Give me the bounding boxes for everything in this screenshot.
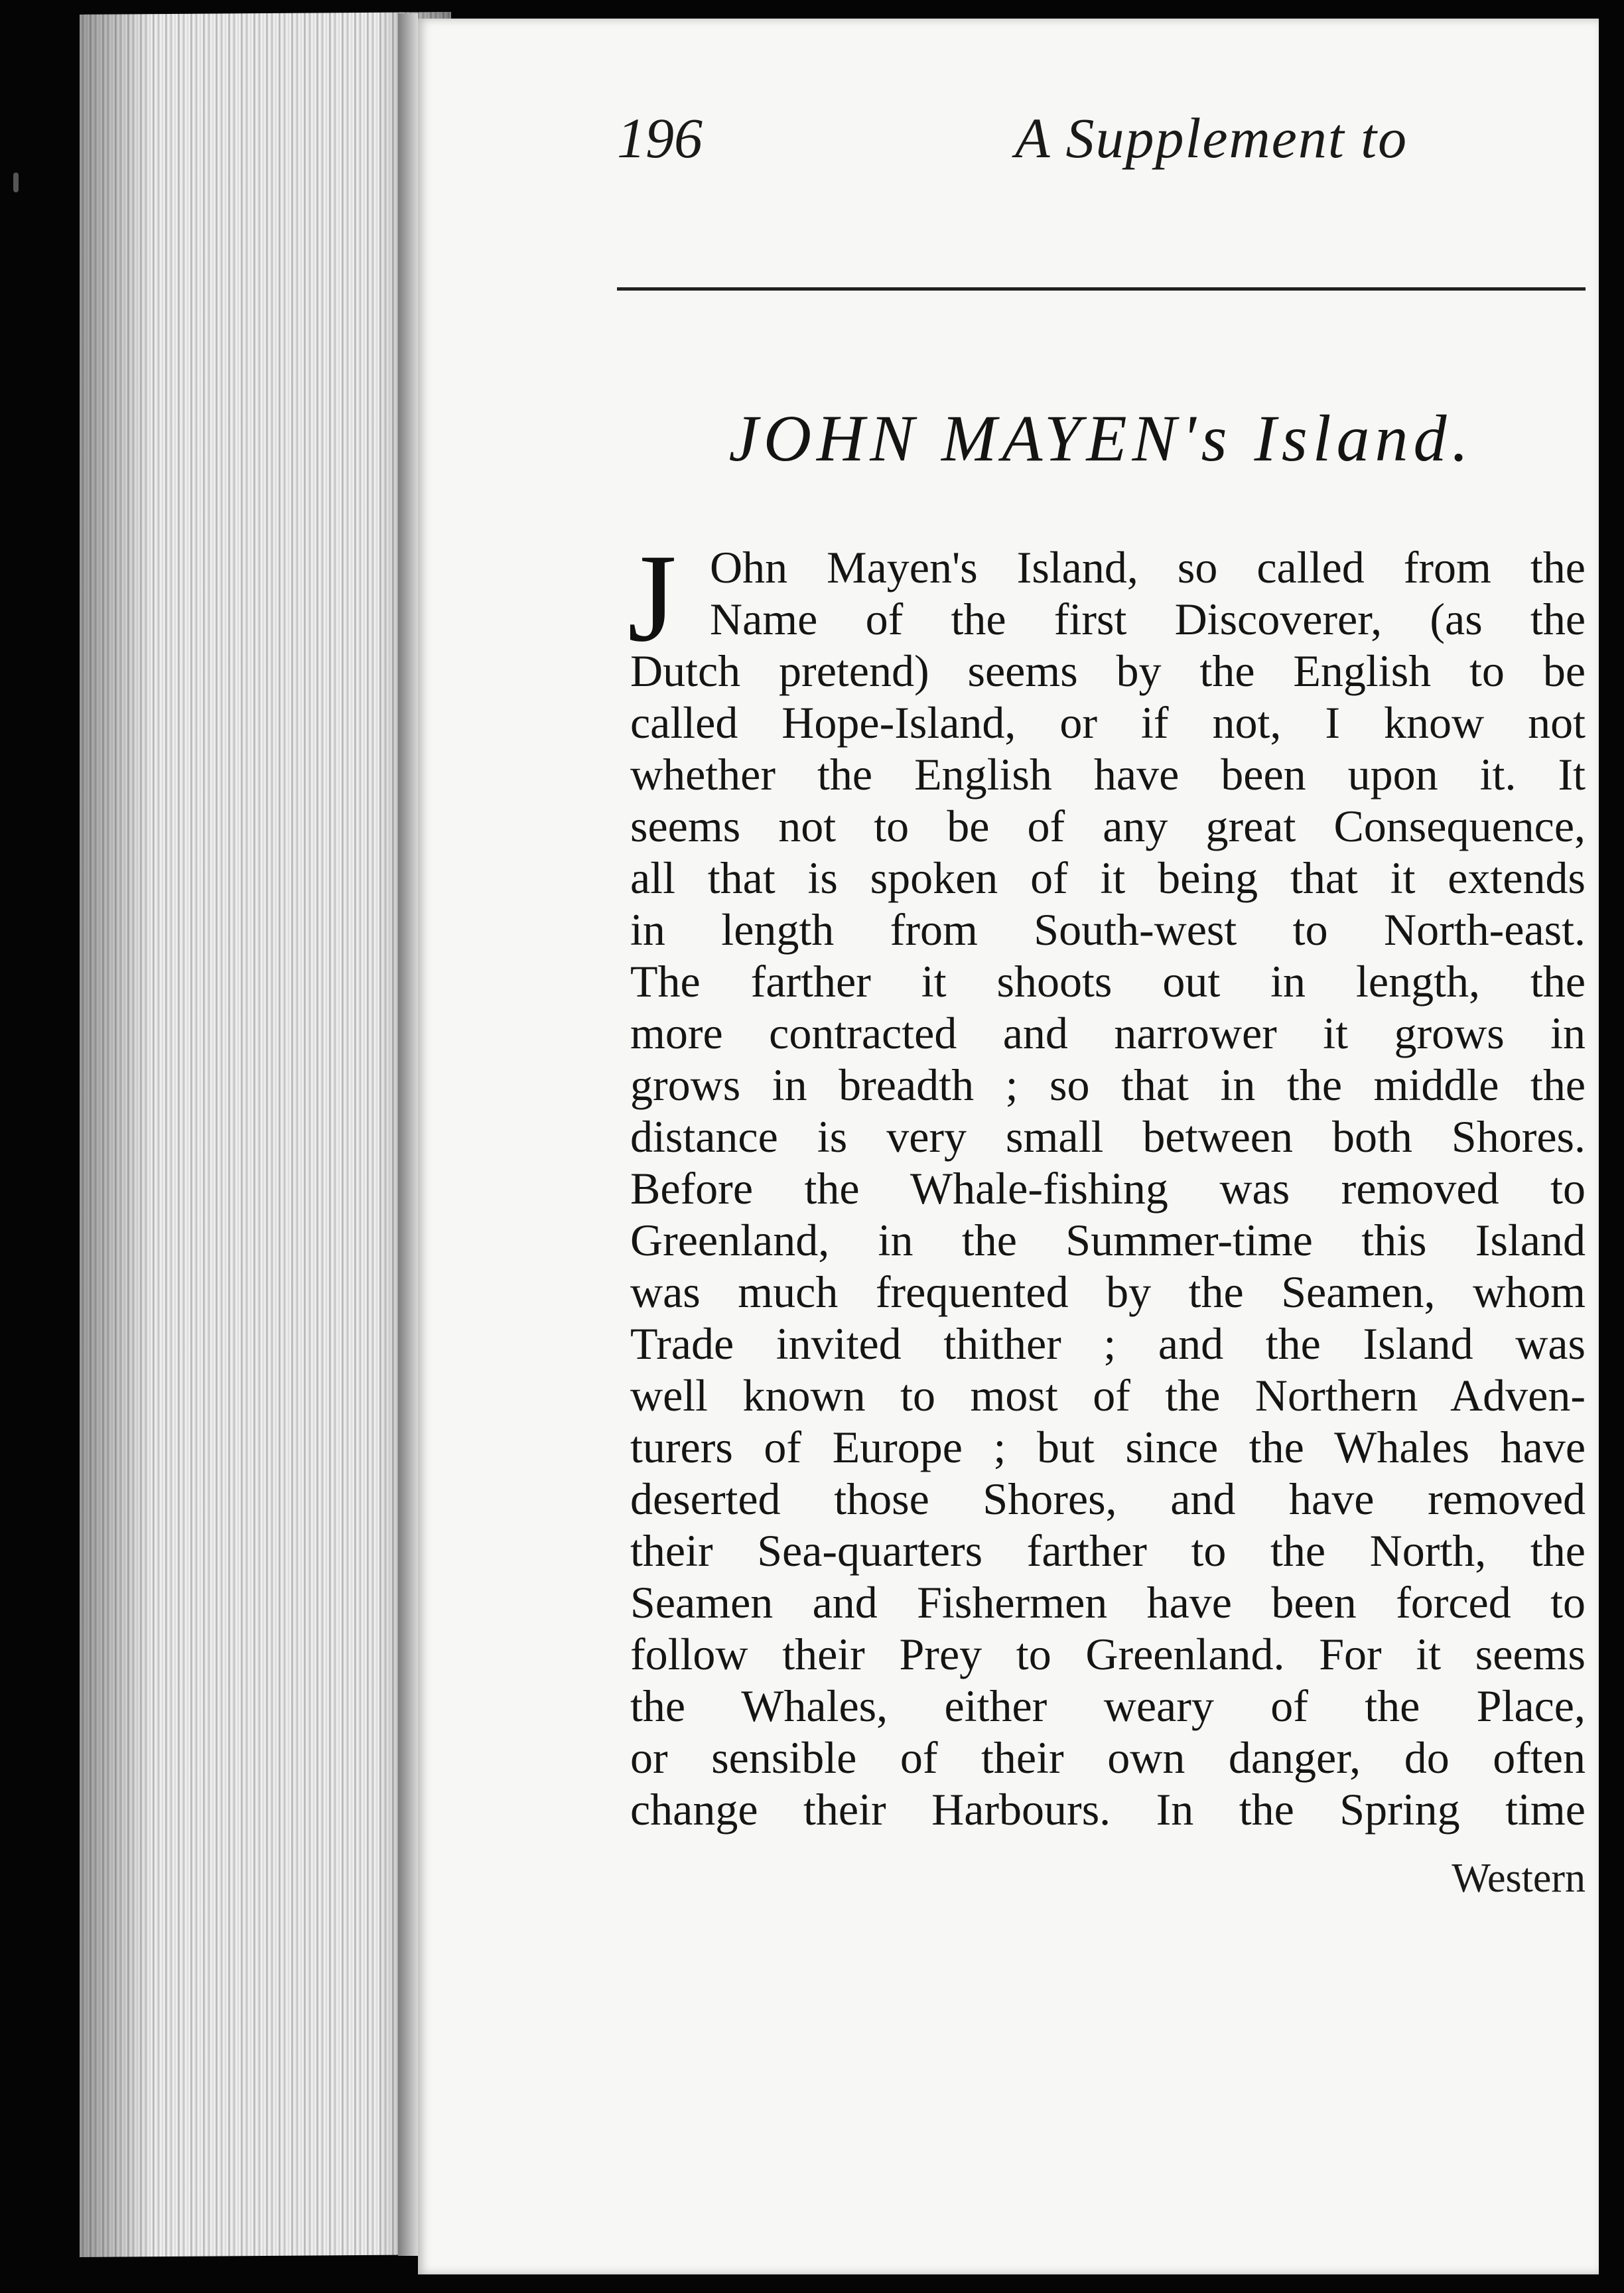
running-head <box>617 105 1559 178</box>
text-line: all that is spoken of it being that it extends <box>630 853 1586 903</box>
text-line: distance is very small between both Shores. <box>630 1111 1586 1162</box>
text-line: was much frequented by the Seamen, whom <box>630 1267 1586 1317</box>
text-line: Name of the first Discoverer, (as the <box>710 594 1586 644</box>
text-line: their Sea-quarters farther to the North, the <box>630 1525 1586 1576</box>
header-rule <box>617 287 1586 291</box>
page-number: 196 <box>617 106 703 170</box>
text-line: Greenland, in the Summer-time this Island <box>630 1215 1586 1265</box>
text-line: turers of Europe ; but since the Whales have <box>630 1422 1586 1472</box>
text-line: Dutch pretend) seems by the English to be <box>630 646 1586 696</box>
text-line: seems not to be of any great Consequence, <box>630 801 1586 851</box>
text-line: or sensible of their own danger, do often <box>630 1732 1586 1783</box>
text-line: grows in breadth ; so that in the middle the <box>630 1060 1586 1110</box>
text-line: more contracted and narrower it grows in <box>630 1008 1586 1058</box>
printed-page <box>418 19 1599 2274</box>
text-line: Trade invited thither ; and the Island was <box>630 1318 1586 1369</box>
body-text <box>628 529 1586 1901</box>
text-line: deserted those Shores, and have removed <box>630 1474 1586 1524</box>
page-gutter-shadow <box>398 13 418 2256</box>
text-line: Before the Whale-fishing was removed to <box>630 1163 1586 1214</box>
catchword: Western <box>1452 1856 1586 1901</box>
chapter-title: JOHN MAYEN's Island. <box>728 401 1474 475</box>
text-line: change their Harbours. In the Spring time <box>630 1784 1586 1835</box>
stray-mark <box>13 173 19 192</box>
drop-cap: J <box>628 529 677 668</box>
book-page-edges <box>80 12 451 2257</box>
running-title: A Supplement to <box>1015 106 1408 170</box>
text-line: Seamen and Fishermen have been forced to <box>630 1577 1586 1628</box>
text-line: the Whales, either weary of the Place, <box>630 1681 1586 1731</box>
text-line: well known to most of the Northern Adven- <box>630 1370 1586 1421</box>
text-line: The farther it shoots out in length, the <box>630 956 1586 1007</box>
text-line: Ohn Mayen's Island, so called from the <box>710 542 1586 592</box>
text-line: follow their Prey to Greenland. For it seems <box>630 1629 1586 1679</box>
text-line: called Hope-Island, or if not, I know not <box>630 697 1586 748</box>
text-line: whether the English have been upon it. It <box>630 749 1586 799</box>
text-line: in length from South-west to North-east. <box>630 904 1586 955</box>
